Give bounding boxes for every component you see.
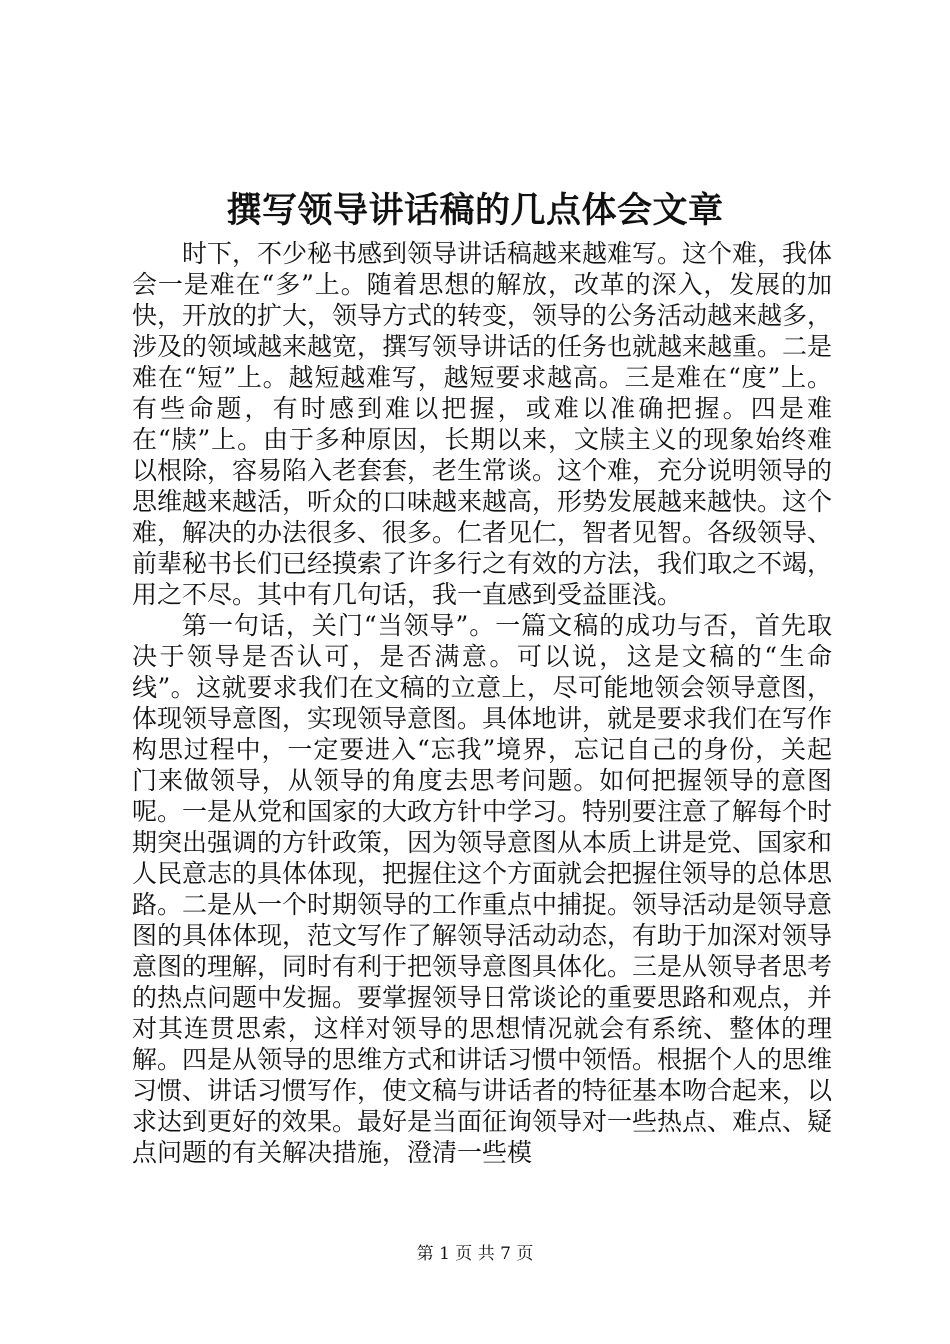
document-body [132,238,832,1168]
document-title: 撰写领导讲话稿的几点体会文章 [226,190,724,231]
page-number-footer: 第 1 页 共 7 页 [416,1244,534,1264]
paragraph-intro: 时下，不少秘书感到领导讲话稿越来越难写。这个难，我体会一是难在“多”上。随着思想的解放，改革的深入，发展的加快，开放的扩大，领导方式的转变，领导的公务活动越来越多，涉及的领域越来越宽，撰写领导讲话的任务也就越来越重。二是难在“短”上。越短越难写，越短要求越高。三是难在“度”上。有些命题，有时感到难以把握，或难以准确把握。四是难在“牍”上。由于多种原因，长期以来，文牍主义的现象始终难以根除，容易陷入老套套，老生常谈。这个难，充分说明领导的思维越来越活，听众的口味越来越高，形势发展越来越快。这个难，解决的办法很多、很多。仁者见仁，智者见智。各级领导、前辈秘书长们已经摸索了许多行之有效的方法，我们取之不竭，用之不尽。其中有几句话，我一直感到受益匪浅。 [132,239,833,609]
paragraph-first-point: 第一句话，关门“当领导”。一篇文稿的成功与否，首先取决于领导是否认可，是否满意。可以说，这是文稿的“生命线”。这就要求我们在文稿的立意上，尽可能地领会领导意图，体现领导意图，实现领导意图。具体地讲，就是要求我们在写作构思过程中，一定要进入“忘我”境界，忘记自己的身份，关起门来做领导，从领导的角度去思考问题。如何把握领导的意图呢。一是从党和国家的大政方针中学习。特别要注意了解每个时期突出强调的方针政策，因为领导意图从本质上讲是党、国家和人民意志的具体体现，把握住这个方面就会把握住领导的总体思路。二是从一个时期领导的工作重点中捕捉。领导活动是领导意图的具体体现，范文写作了解领导活动动态，有助于加深对领导意图的理解，同时有利于把领导意图具体化。三是从领导者思考的热点问题中发掘。要掌握领导日常谈论的重要思路和观点，并对其连贯思索，这样对领导的思想情况就会有系统、整体的理解。四是从领导的思维方式和讲话习惯中领悟。根据个人的思维习惯、讲话习惯写作，使文稿与讲话者的特征基本吻合起来，以求达到更好的效果。最好是当面征询领导对一些热点、难点、疑点问题的有关解决措施，澄清一些模 [132,611,833,1167]
